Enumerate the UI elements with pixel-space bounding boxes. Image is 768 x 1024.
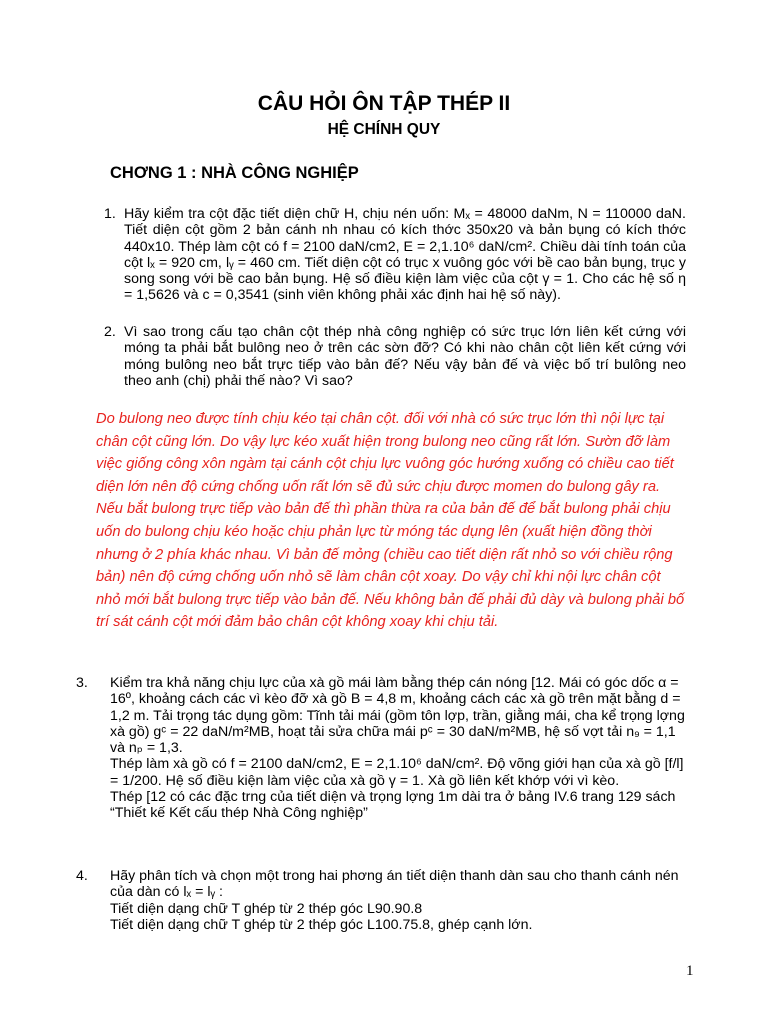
document-title: CÂU HỎI ÔN TẬP THÉP II <box>257 92 511 115</box>
question-text: Hãy kiểm tra cột đặc tiết diện chữ H, chịu nén uốn: Mₓ = 48000 daNm, N = 110000 daN. Tiết diện cột gồm 2 bản cánh nh nhau có kích thớc 350x20 và bản bụng có kích thớc 440x10. Thép làm cột có f = 2100 daN/cm2, E = 2,1.10⁶ daN/cm². Chiều dài tính toán của cột lₓ = 920 cm, lᵧ = 460 cm. Tiết diện cột có trục x vuông góc với bề cao bản bụng, trục y song song với bề cao bản bụng. Hệ số điều kiện làm việc của cột γ = 1. Cho các hệ số η = 1,5626 và c = 0,3541 (sinh viên không phải xác định hai hệ số này). <box>124 206 686 304</box>
answer-text: Do bulong neo được tính chịu kéo tại chân cột. đối với nhà có sức trục lớn thì nội lực tại chân cột cũng lớn. Do vậy lực kéo xuất hiện trong bulong neo cũng rất lớn. Sườn đỡ làm việc giống công xôn ngàm tại cánh cột chịu lực vuông góc hướng xuống có chiều cao tiết diện lớn nên độ cứng chống uốn rất lớn sẽ đủ sức chịu được momen do bulong gây ra. Nếu bắt bulong trực tiếp vào bản đế thì phần thừa ra của bản đế để bắt bulong phải chịu uốn do bulong chịu kéo hoặc chịu phản lực từ móng tác dụng lên (xuất hiện đồng thời nhưng ở 2 phía khác nhau. Vì bản đế mỏng (chiều cao tiết diện rất nhỏ so với chiều rộng bản) nên độ cứng chống uốn nhỏ sẽ làm chân cột xoay. Do vậy chỉ khi nội lực chân cột nhỏ mới bắt bulong trực tiếp vào bản đế. Nếu không bản đế phải đủ dày và bulong phải bố trí sát cánh cột mới đảm bảo chân cột không xoay khi chịu tải. <box>96 411 685 631</box>
question-number: 1. <box>104 206 116 222</box>
question-paragraph: Hãy phân tích và chọn một trong hai phơng án tiết diện thanh dàn sau cho thanh cánh nén của dàn có lₓ = lᵧ : <box>110 868 679 901</box>
question-number: 4. <box>76 868 88 884</box>
question-paragraph: Tiết diện dạng chữ T ghép từ 2 thép góc L90.90.8 <box>110 900 423 917</box>
question-paragraph: Kiểm tra khả năng chịu lực của xà gồ mái làm bằng thép cán nóng [12. Mái có góc dốc α = 16º, khoảng cách các vì kèo đỡ xà gồ B = 4,8 m, khoảng cách các xà gồ trên mặt bằng d = 1,2 m. Tải trọng tác dụng gồm: Tĩnh tải mái (gồm tôn lợp, trần, giằng mái, cha kể trọng lợng xà gồ) gᶜ = 22 daN/m²MB, hoạt tải sửa chữa mái pᶜ = 30 daN/m²MB, hệ số vợt tải n₉ = 1,1 và nₚ = 1,3. <box>110 675 685 757</box>
question-paragraph: Tiết diện dạng chữ T ghép từ 2 thép góc L100.75.8, ghép cạnh lớn. <box>110 916 533 933</box>
document-subtitle: HỆ CHÍNH QUY <box>327 121 441 138</box>
question-number: 3. <box>76 675 88 691</box>
question-text: Vì sao trong cấu tạo chân cột thép nhà công nghiệp có sức trục lớn liên kết cứng với móng ta phải bắt bulông neo ở trên các sờn đỡ? Có khi nào chân cột liên kết cứng với móng bulông neo bắt trực tiếp vào bản đế? Nếu vậy bản đế và việc bố trí bulông neo theo anh (chị) phải thế nào? Vì sao? <box>124 324 686 389</box>
question-paragraph: Thép [12 có các đặc trng của tiết diện và trọng lợng 1m dài tra ở bảng IV.6 trang 129 sách “Thiết kế Kết cấu thép Nhà Công nghiệp” <box>110 789 676 822</box>
chapter-heading: CHƠNG 1 : NHÀ CÔNG NGHIỆP <box>110 164 359 182</box>
question-paragraph: Thép làm xà gồ có f = 2100 daN/cm2, E = 2,1.10⁶ daN/cm². Độ võng giới hạn của xà gồ [f/l] = 1/200. Hệ số điều kiện làm việc của xà gồ γ = 1. Xà gồ liên kết khớp với vì kèo. <box>110 756 684 789</box>
page-number: 1 <box>686 963 694 979</box>
question-number: 2. <box>104 324 116 340</box>
